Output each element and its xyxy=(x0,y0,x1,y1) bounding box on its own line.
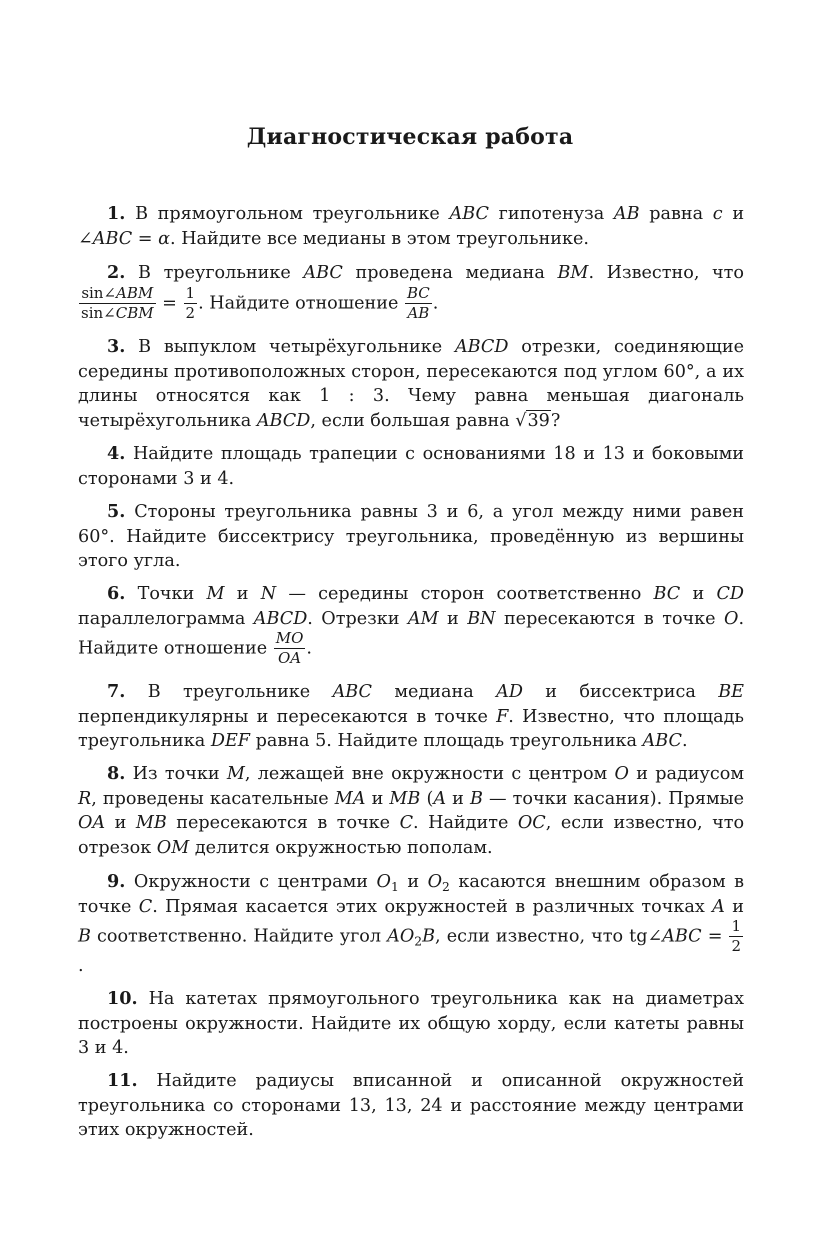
problem-number: 11. xyxy=(107,1070,138,1091)
problem-number: 1. xyxy=(107,203,126,224)
problem-6: 6. Точки M и N — середины сторон соответственно BC и CD параллелограмма ABCD. Отрезки AM и BN пересекаются в точке O. Найдите отношение $\frac{MO}{OA}$ . xyxy=(78,583,745,667)
problem-number: 7. xyxy=(107,681,126,702)
problem-8: 8. Из точки M, лежащей вне окружности с центром O и радиусом R, проведены касательные MA и MB (A и B — точки касания). Прямые OA и MB пересекаются в точке C. Найдите OC, если известно, что отрезок OM делится окружностью пополам. xyxy=(78,763,745,858)
problem-number: 9. xyxy=(107,871,126,892)
fraction-one-half: $\frac{1}{2}$ xyxy=(731,917,742,955)
problem-7: 7. В треугольнике ABC медиана AD и биссектриса BE перпендикулярны и пересекаются в точке F. Известно, что площадь треугольника DEF равна 5. Найдите площадь треугольника ABC. xyxy=(78,681,745,751)
problem-4: 4. Найдите площадь трапеции с основаниями 18 и 13 и боковыми сторонами 3 и 4. xyxy=(78,443,744,489)
page-title: Диагностическая работа xyxy=(246,124,574,150)
problem-number: 5. xyxy=(107,501,126,522)
problem-1: 1. В прямоугольном треугольнике ABC гипотенуза AB равна c и ∠ABC = α. Найдите все медианы в этом треугольнике. xyxy=(78,203,745,249)
problem-number: 3. xyxy=(107,336,126,357)
fraction-one-half: $\frac{1}{2}$ xyxy=(185,284,196,322)
square-root: √39 xyxy=(515,410,550,431)
problem-9: 9. Окружности с центрами $O_1$ и $O_2$ касаются внешним образом в точке C. Прямая касается этих окружностей в различных точках A и B соответственно. Найдите угол $AO_2B$, если известно, что tg∠ABC = $\frac{1}{2}$ . xyxy=(78,871,745,976)
fraction-bc-ab: $\frac{BC}{AB}$ xyxy=(407,284,430,322)
fraction-mo-oa: $\frac{MO}{OA}$ xyxy=(275,629,304,667)
problem-number: 4. xyxy=(107,443,126,464)
problem-11: 11. Найдите радиусы вписанной и описанной окружностей треугольника со сторонами 13, 13, 24 и расстояние между центрами этих окружностей. xyxy=(78,1070,744,1140)
fraction-sin-ratio: $\frac{\text{sin∠ABM}}{\text{sin∠CBM}}$ xyxy=(81,284,154,322)
problem-2: 2. В треугольнике ABC проведена медиана BM. Известно, что $\frac{\text{sin∠ABM}}{\text{sin∠CBM}}$ = $\frac{1}{2}$ . Найдите отношение $\frac{BC}{AB}$ . xyxy=(81,262,745,322)
problem-10: 10. На катетах прямоугольного треугольника как на диаметрах построены окружности. Найдите их общую хорду, если катеты равны 3 и 4. xyxy=(78,988,744,1058)
problem-5: 5. Стороны треугольника равны 3 и 6, а угол между ними равен 60°. Найдите биссектрису треугольника, проведённую из вершины этого угла. xyxy=(78,501,745,571)
problem-number: 2. xyxy=(107,262,126,283)
problem-number: 8. xyxy=(107,763,126,784)
problem-number: 6. xyxy=(107,583,126,604)
problem-3: 3. В выпуклом четырёхугольнике ABCD отрезки, соединяющие середины противоположных сторон, пересекаются под углом 60°, а их длины относятся как 1 : 3. Чему равна меньшая диагональ четырёхугольника ABCD, если большая равна √39? xyxy=(78,336,744,431)
problem-number: 10. xyxy=(107,988,138,1009)
